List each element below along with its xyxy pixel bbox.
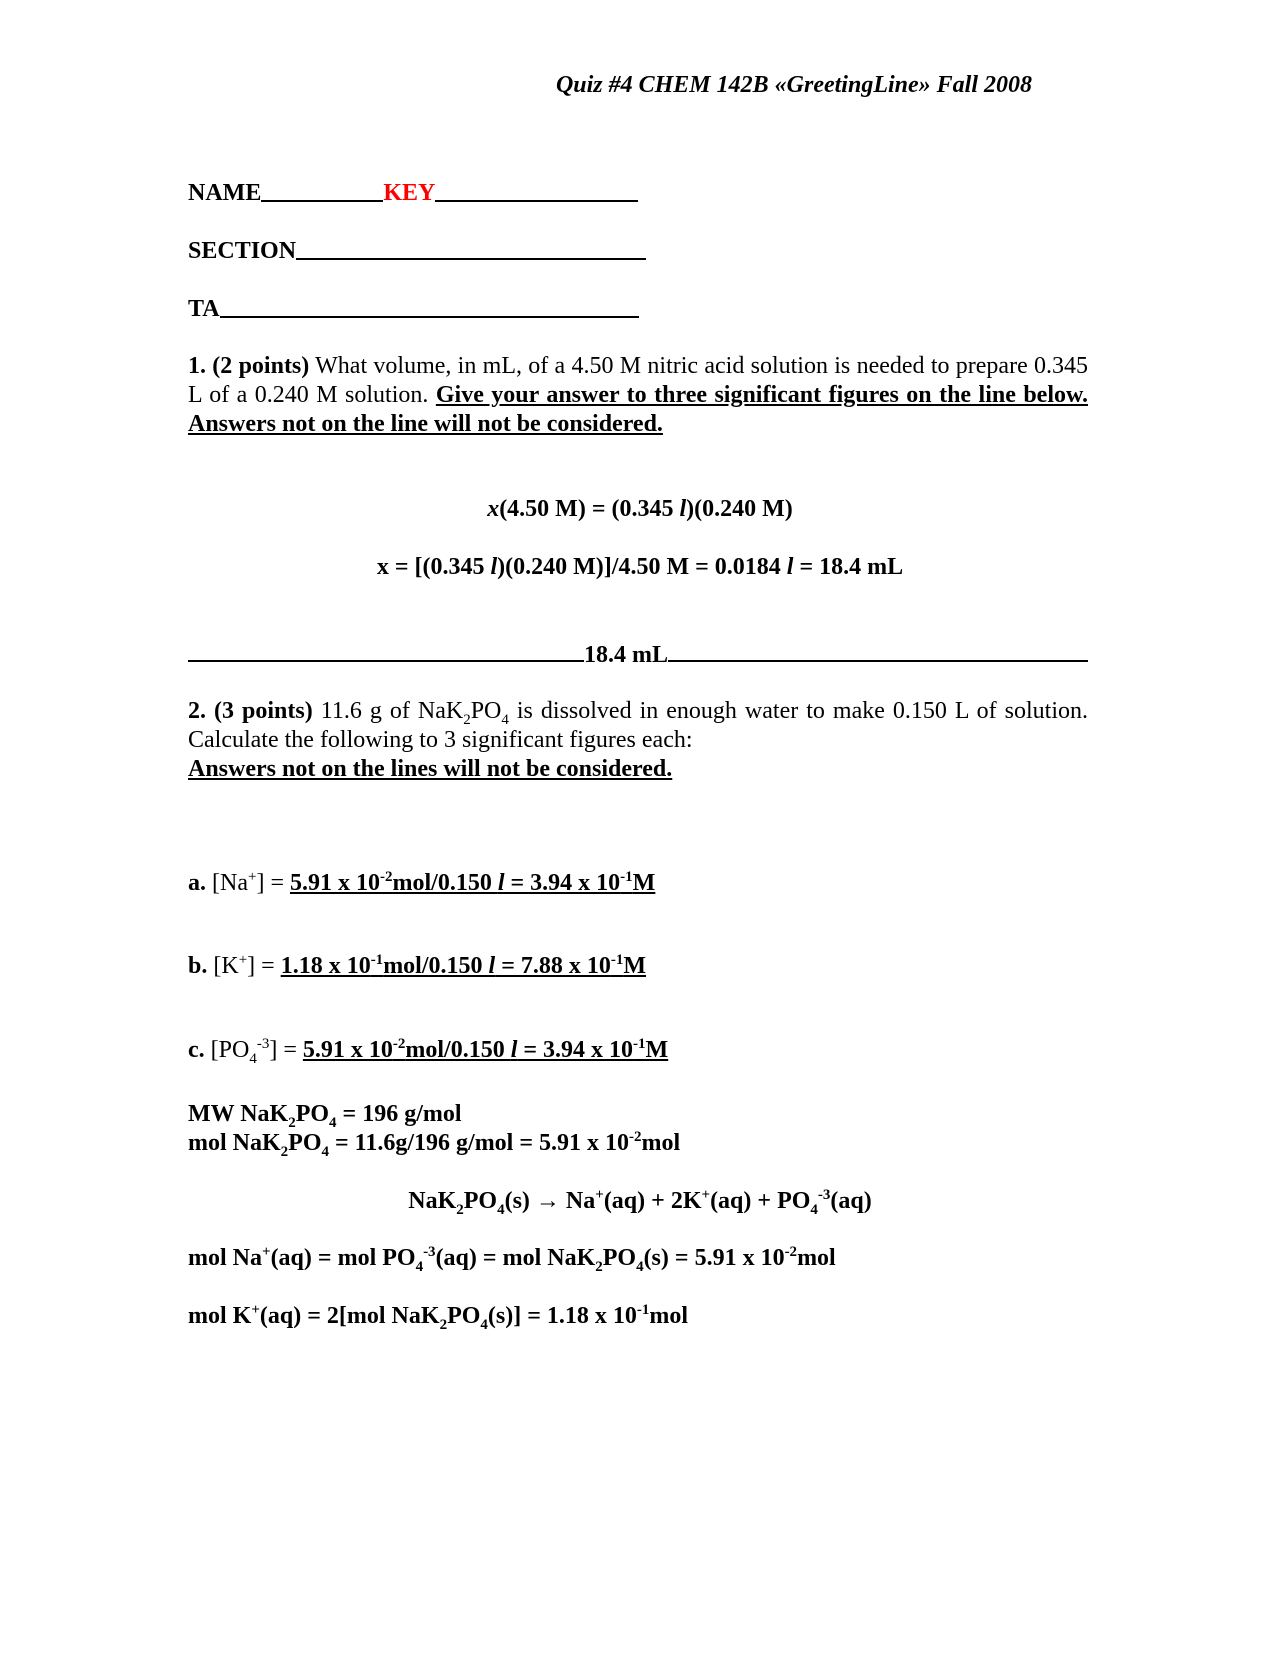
l1-c: (aq) = mol NaK xyxy=(435,1245,596,1271)
q2-b-ion: [K xyxy=(213,953,239,979)
q2-c-unit: M xyxy=(645,1037,669,1063)
ta-label: TA xyxy=(188,296,220,322)
rx-b: PO xyxy=(463,1188,498,1214)
q2-c-ion-close: ] = xyxy=(269,1037,303,1063)
l2-b: (aq) = 2[mol NaK xyxy=(259,1303,440,1329)
rx-sub4b: 4 xyxy=(810,1201,818,1218)
q2-text-a: 11.6 g of NaK xyxy=(312,698,464,724)
rx-c: (s) xyxy=(504,1188,536,1214)
name-label: NAME xyxy=(188,180,262,206)
rx-sub4: 4 xyxy=(497,1201,505,1218)
mol-sub2: 2 xyxy=(280,1143,289,1160)
l1-e: (s) = 5.91 x 10 xyxy=(643,1245,785,1271)
q1-answer-line xyxy=(188,642,1088,669)
q1-answer: 18.4 mL xyxy=(584,642,668,668)
q2-c-exp1: -2 xyxy=(392,1036,406,1052)
l2-c: PO xyxy=(447,1303,481,1329)
l2-a: mol K xyxy=(188,1303,252,1329)
q1-eq2-c: = 18.4 mL xyxy=(793,554,904,580)
q2-c-label: c. xyxy=(188,1037,205,1063)
section-label: SECTION xyxy=(188,238,297,264)
q1-eq2-b: )(0.240 M)]/4.50 M = 0.0184 xyxy=(497,554,787,580)
q2-b-label: b. xyxy=(188,953,208,979)
q2-c-l: l xyxy=(510,1037,518,1063)
q2-a-unit: M xyxy=(632,870,656,896)
q2-b-ans1: 1.18 x 10 xyxy=(280,953,371,979)
rx-e: (aq) + 2K xyxy=(603,1188,702,1214)
l2-d: (s)] = 1.18 x 10 xyxy=(487,1303,637,1329)
q1-equation-1 xyxy=(0,496,1280,523)
quiz-header: Quiz #4 CHEM 142B «GreetingLine» Fall 2008 xyxy=(555,72,1032,98)
mol-c: = 11.6g/196 g/mol = 5.91 x 10 xyxy=(329,1130,630,1156)
q2-b-answer xyxy=(281,953,646,979)
name-value: KEY xyxy=(383,180,436,206)
rx-sup1: + xyxy=(595,1187,604,1203)
q1-equation-2 xyxy=(0,554,1280,581)
mw-sub4: 4 xyxy=(329,1114,337,1131)
q1-points: (2 points) xyxy=(212,353,310,379)
mol-k-line xyxy=(188,1302,689,1333)
mw-c: = 196 g/mol xyxy=(336,1101,462,1127)
mol-unit: mol xyxy=(641,1130,681,1156)
mw-line xyxy=(188,1100,680,1129)
mol-a: mol NaK xyxy=(188,1130,281,1156)
l1-sub4b: 4 xyxy=(636,1258,644,1275)
l1-b: (aq) = mol PO xyxy=(270,1245,416,1271)
q1-eq1-b: )(0.240 M) xyxy=(686,496,793,522)
q2-text-sub4: 4 xyxy=(501,711,509,728)
q2-c-exp2: -1 xyxy=(633,1036,646,1052)
q2-b-ans2: mol/0.150 xyxy=(383,953,489,979)
reaction-arrow-icon: → xyxy=(535,1188,560,1214)
mw-b: PO xyxy=(295,1101,330,1127)
rx-sup2: + xyxy=(701,1187,711,1203)
name-blank-left xyxy=(261,200,383,202)
q2-c-ans1: 5.91 x 10 xyxy=(302,1037,393,1063)
q2-a-ans2: mol/0.150 xyxy=(392,870,498,896)
l1-a: mol Na xyxy=(188,1245,262,1271)
q2-a-exp2: -1 xyxy=(620,869,633,885)
mol-sub4: 4 xyxy=(321,1143,329,1160)
l1-sup2: -3 xyxy=(423,1244,436,1260)
q2-instruction: Answers not on the lines will not be considered. xyxy=(188,756,673,782)
q2-a-ion: [Na xyxy=(212,870,248,896)
q2-a-l: l xyxy=(497,870,505,896)
q2-c-ion-sup: -3 xyxy=(256,1036,270,1052)
q2-text-b: PO xyxy=(470,698,502,724)
q2-c-ion-sub: 4 xyxy=(249,1050,257,1067)
section-blank xyxy=(296,258,646,260)
q2-a-exp1: -2 xyxy=(379,869,393,885)
rx-f: (aq) + PO xyxy=(710,1188,811,1214)
mw-a: MW NaK xyxy=(188,1101,289,1127)
q2-part-c xyxy=(188,1036,669,1067)
q1-eq1-l: l xyxy=(679,496,687,522)
q2-b-exp1: -1 xyxy=(370,952,384,968)
q1-eq1-a: (4.50 M) = (0.345 xyxy=(499,496,680,522)
mol-b: PO xyxy=(288,1130,322,1156)
section-field xyxy=(188,238,646,265)
l1-sub2: 2 xyxy=(595,1258,603,1275)
q1-eq1-x: x xyxy=(487,496,500,522)
q2-b-ans3: = 7.88 x 10 xyxy=(495,953,611,979)
ta-blank xyxy=(220,316,639,318)
q2-part-a xyxy=(188,870,655,897)
q2-a-ans1: 5.91 x 10 xyxy=(289,870,380,896)
q2-text-sub2: 2 xyxy=(463,711,471,728)
q2-b-l: l xyxy=(488,953,496,979)
q2-b-unit: M xyxy=(623,953,647,979)
q2-part-b xyxy=(188,953,646,980)
q2-b-exp2: -1 xyxy=(610,952,624,968)
q1-answer-blank-right xyxy=(668,660,1088,662)
q2-work-mw xyxy=(188,1100,680,1158)
q2-a-label: a. xyxy=(188,870,206,896)
q2-b-ion-sup: + xyxy=(238,952,248,968)
q2-a-ion-sup: + xyxy=(247,869,257,885)
q2-c-ion: [PO xyxy=(210,1037,250,1063)
l1-d: PO xyxy=(602,1245,637,1271)
rx-sup3: -3 xyxy=(817,1187,831,1203)
mol-exp: -2 xyxy=(629,1129,642,1145)
l1-exp: -2 xyxy=(784,1244,798,1260)
name-field xyxy=(188,180,638,207)
question-1 xyxy=(188,352,1088,439)
q2-points: (3 points) xyxy=(214,698,313,724)
rx-sub2: 2 xyxy=(456,1201,464,1218)
q2-c-answer xyxy=(303,1037,668,1063)
rx-g: (aq) xyxy=(830,1188,872,1214)
mol-na-line xyxy=(188,1244,836,1275)
ta-field xyxy=(188,296,639,323)
q1-instruction: Give your answer to three significant figures on the line below. Answers not on the line will not be considered. xyxy=(188,382,1088,437)
l1-sub4: 4 xyxy=(415,1258,424,1275)
l1-sup1: + xyxy=(262,1244,271,1260)
q1-eq2-l: l xyxy=(490,554,498,580)
q2-a-ans3: = 3.94 x 10 xyxy=(504,870,621,896)
q1-eq2-a: x = [(0.345 xyxy=(376,554,491,580)
mw-sub2: 2 xyxy=(288,1114,296,1131)
q2-c-ans3: = 3.94 x 10 xyxy=(517,1037,634,1063)
rx-d: Na xyxy=(559,1188,596,1214)
l2-sub4: 4 xyxy=(480,1316,488,1333)
q2-c-ans2: mol/0.150 xyxy=(405,1037,511,1063)
q1-number: 1. xyxy=(188,353,206,379)
q2-a-answer xyxy=(290,870,655,896)
l2-sup: + xyxy=(251,1302,260,1318)
q2-number: 2. xyxy=(188,698,206,724)
mol-line xyxy=(188,1129,680,1158)
q1-eq2-l2: l xyxy=(786,554,794,580)
dissociation-reaction xyxy=(0,1187,1280,1218)
q2-a-ion-close: ] = xyxy=(256,870,290,896)
rx-a: NaK xyxy=(408,1188,457,1214)
question-2 xyxy=(188,697,1088,755)
l2-sub2: 2 xyxy=(439,1316,448,1333)
name-blank-right xyxy=(435,200,638,202)
q2-b-ion-close: ] = xyxy=(247,953,281,979)
l2-unit: mol xyxy=(649,1303,689,1329)
q2-text-c: is dissolved in enough water to make 0.150 L of solution. Calculate the following to 3 significant figures each: xyxy=(188,698,1089,753)
q1-text: What volume, in mL, of a 4.50 M nitric acid solution is needed to prepare 0.345 L of a 0.240 M solution. xyxy=(188,353,1089,408)
q1-answer-blank-left xyxy=(188,660,584,662)
l2-exp: -1 xyxy=(636,1302,650,1318)
l1-unit: mol xyxy=(797,1245,836,1271)
